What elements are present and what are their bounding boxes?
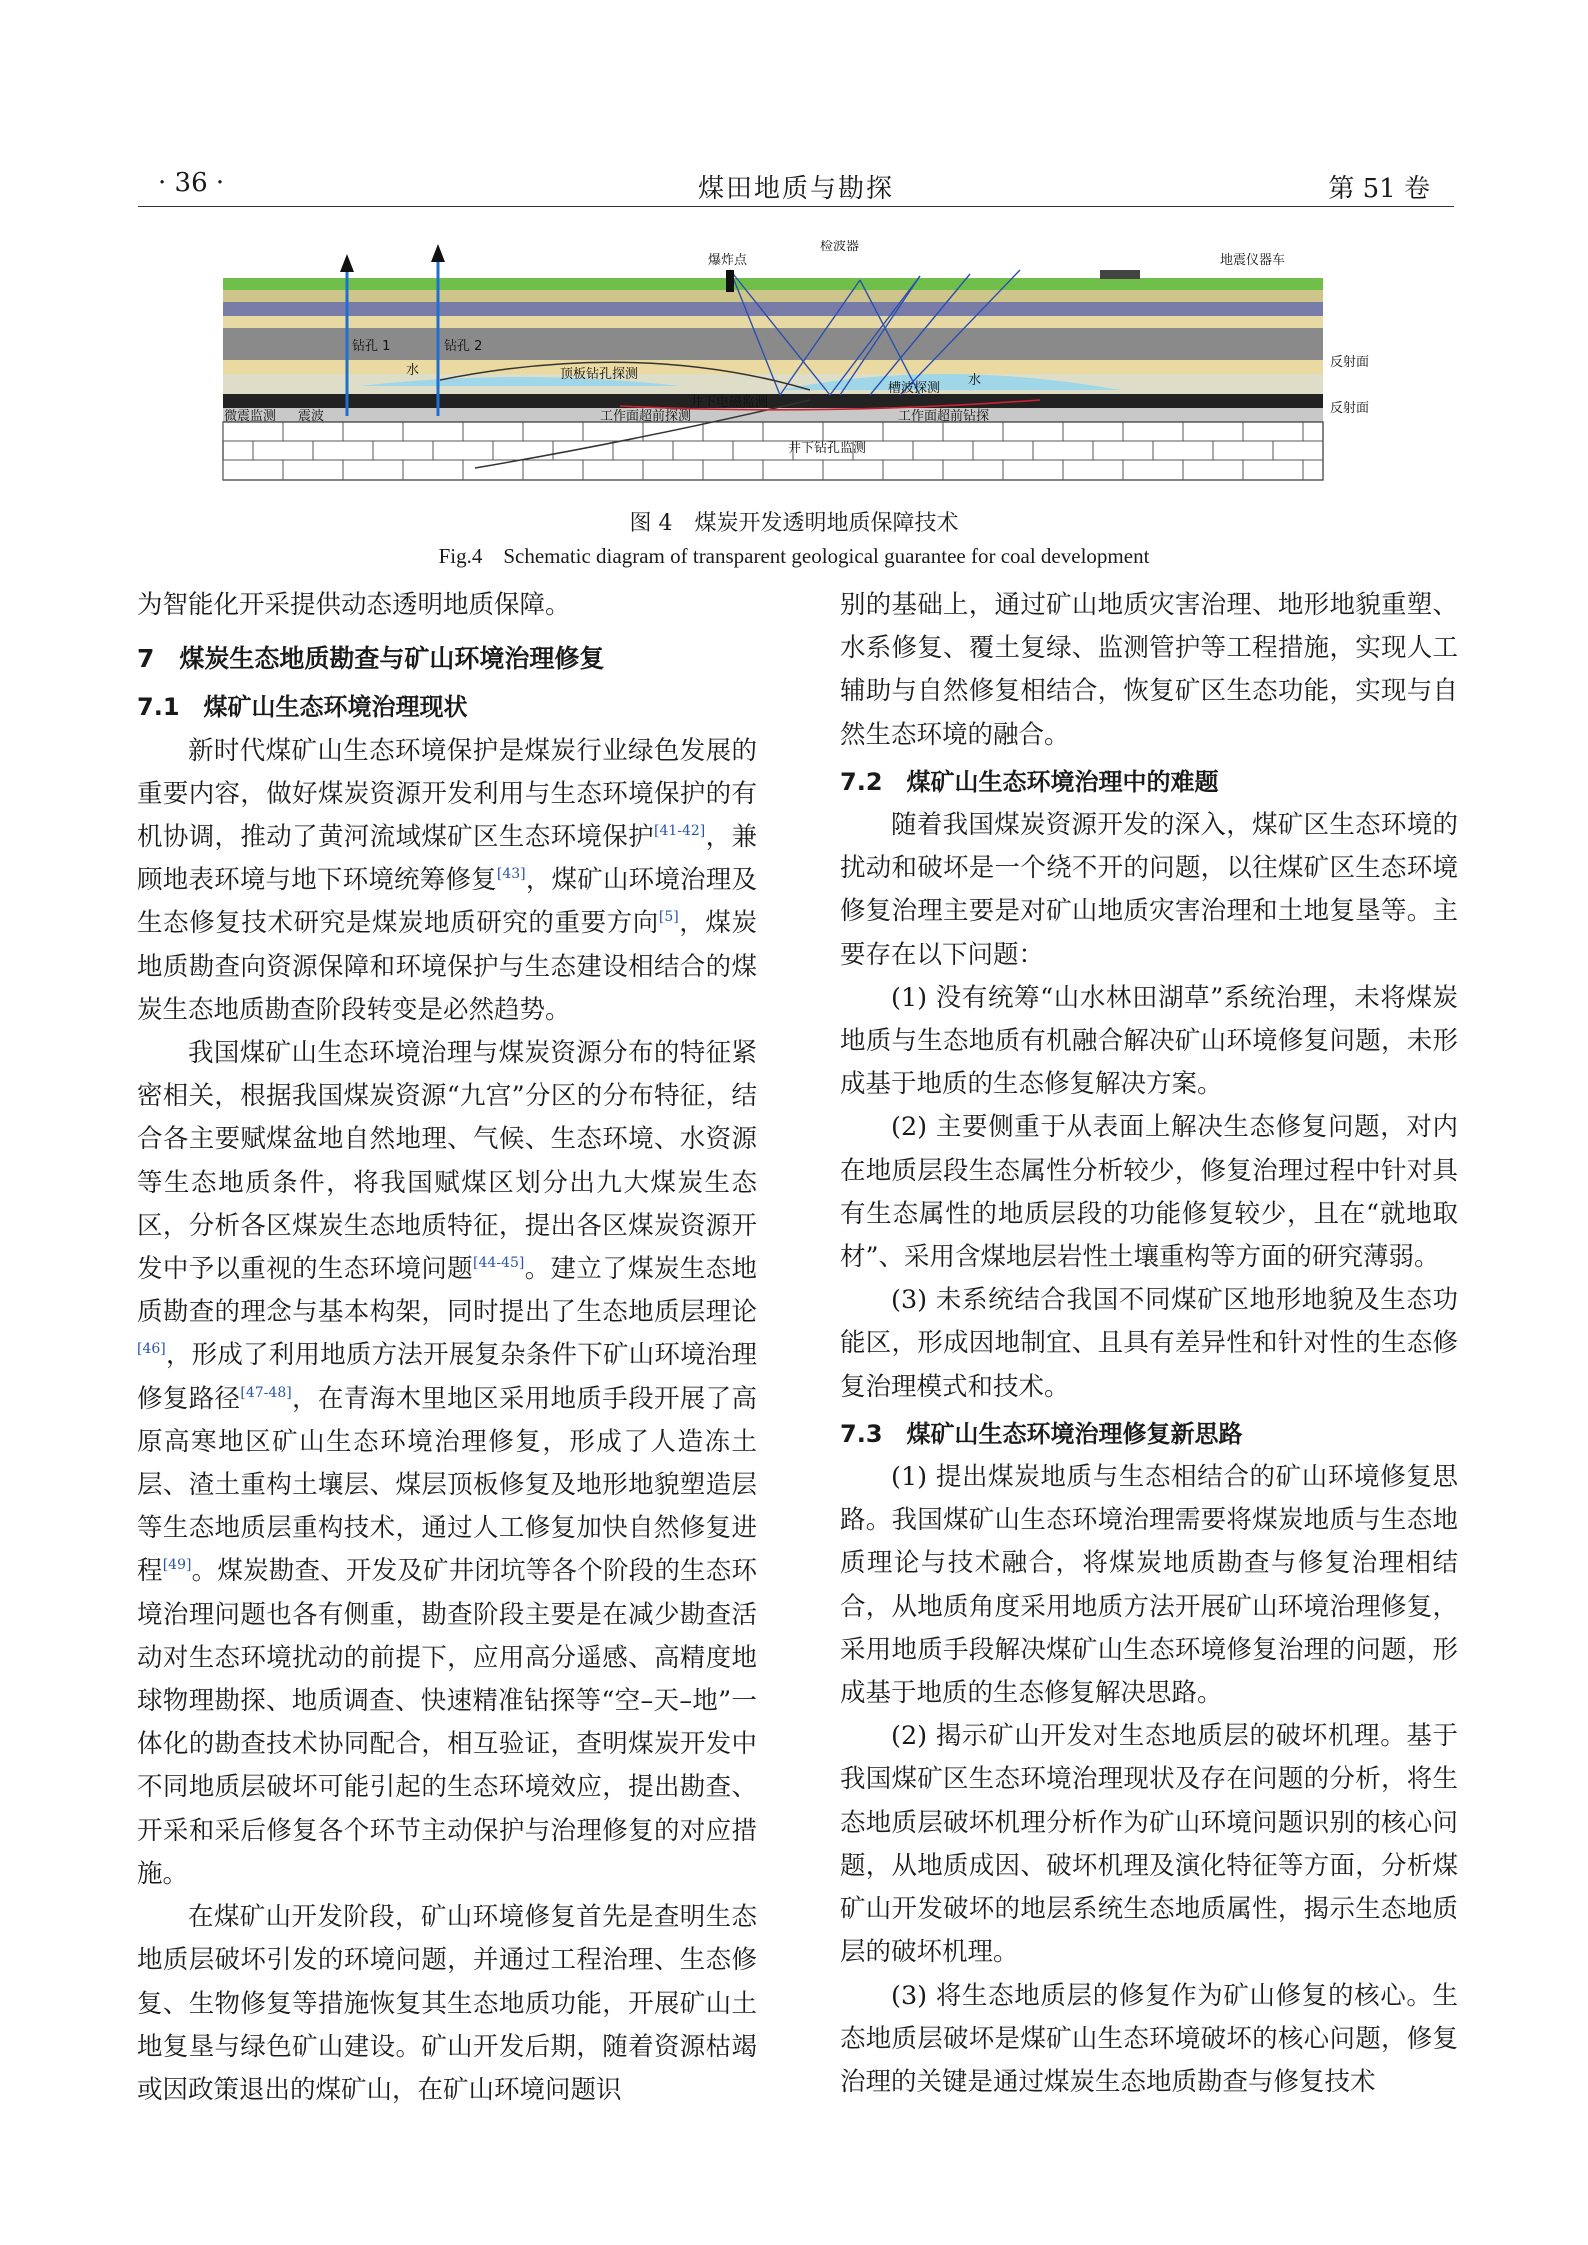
- surface-layer: [223, 278, 1323, 290]
- label-em-monitor: 井下电磁监测: [690, 395, 769, 410]
- subsection-heading-7-3: 7.3 煤矿山生态环境治理修复新思路: [840, 1419, 1243, 1448]
- page-header: [138, 168, 1454, 207]
- list-item: (2) 揭示矿山开发对生态地质层的破坏机理。基于我国煤矿区生态环境治理现状及存在问题的分析，将生态地质层破坏机理分析作为矿山环境问题识别的核心问题，从地质成因、破坏机理及演化特征等方面，分析煤矿山开发破坏的地层系统生态地质属性，揭示生态地质层的破坏机理。: [840, 1721, 1458, 1968]
- subsection-heading-7-1: 7.1 煤矿山生态环境治理现状: [137, 693, 468, 722]
- section-heading-7: 7 煤炭生态地质勘查与矿山环境治理修复: [137, 644, 605, 674]
- label-channel-wave: 槽波探测: [888, 381, 941, 396]
- label-reflect2: 反射面: [1330, 401, 1370, 416]
- citation-link[interactable]: [49]: [162, 1557, 192, 1574]
- page-number: · 36 ·: [158, 168, 225, 198]
- paragraph: 随着我国煤炭资源开发的深入，煤矿区生态环境的扰动和破坏是一个绕不开的问题，以往煤矿区生态环境修复治理主要是对矿山地质灾害治理和土地复垦等。主要存在以下问题：: [840, 810, 1458, 970]
- left-column: [137, 584, 757, 2112]
- citation-link[interactable]: [43]: [496, 866, 526, 883]
- citation-link[interactable]: [5]: [658, 909, 679, 926]
- label-face-advance1: 工作面超前探测: [600, 409, 692, 424]
- label-drill-monitor: 井下钻孔监测: [788, 441, 867, 456]
- figure-caption-cn: 图 4 煤炭开发透明地质保障技术: [629, 511, 959, 536]
- list-item: (1) 没有统筹“山水林田湖草”系统治理，未将煤炭地质与生态地质有机融合解决矿山环境修复问题，未形成基于地质的生态修复解决方案。: [840, 982, 1458, 1100]
- label-reflect1: 反射面: [1330, 355, 1370, 370]
- list-item: (3) 未系统结合我国不同煤矿区地形地貌及生态功能区，形成因地制宜、且具有差异性和针对性的生态修复治理模式和技术。: [840, 1285, 1458, 1402]
- label-roof-drill: 顶板钻孔探测: [560, 367, 639, 382]
- paragraph: 我国煤矿山生态环境治理与煤炭资源分布的特征紧密相关，根据我国煤炭资源“九宫”分区的分布特征，结合各主要赋煤盆地自然地理、气候、生态环境、水资源等生态地质条件，将我国赋煤区划分出九大煤炭生态区，分析各区煤炭生态地质特征，提出各区煤炭资源开发中予以重视的生态环境问题[44-45]。建立了煤炭生态地质勘查的理念与基本构架，同时提出了生态地质层理论[46]，形成了利用地质方法开展复杂条件下矿山环境治理修复路径[47-48]，在青海木里地区采用地质手段开展了高原高寒地区矿山生态环境治理修复，形成了人造冻土层、渣土重构土壤层、煤层顶板修复及地形地貌塑造层等生态地质层重构技术，通过人工修复加快自然修复进程[49]。煤炭勘查、开发及矿井闭坑等各个阶段的生态环境治理问题也各有侧重，勘查阶段主要是在减少勘查活动对生态环境扰动的前提下，应用高分遥感、高精度地球物理勘探、地质调查、快速精准钻探等“空–天–地”一体化的勘查技术协同配合，相互验证，查明煤炭开发中不同地质层破坏可能引起的生态环境效应，提出勘查、开采和采后修复各个环节主动保护与治理修复的对应措施。: [137, 1038, 757, 1889]
- coal-seam: [223, 394, 1323, 408]
- label-micro-seismic: 微震监测: [224, 409, 277, 424]
- citation-link[interactable]: [47-48]: [240, 1384, 292, 1401]
- label-borehole1: 钻孔 1: [352, 339, 391, 354]
- label-water2: 水: [968, 373, 982, 388]
- journal-title: 煤田地质与勘探: [697, 174, 894, 204]
- label-blast-point: 爆炸点: [708, 253, 748, 268]
- citation-link[interactable]: [46]: [137, 1341, 166, 1358]
- list-item: (1) 提出煤炭地质与生态相结合的矿山环境修复思路。我国煤矿山生态环境治理需要将煤炭地质与生态地质理论与技术融合，将煤炭地质勘查与修复治理相结合，从地质角度采用地质方法开展矿山环境治理修复，采用地质手段解决煤矿山生态环境修复治理的问题，形成基于地质的生态修复解决思路。: [840, 1462, 1458, 1709]
- label-face-advance2: 工作面超前钻探: [898, 409, 990, 424]
- geological-figure: [220, 240, 1370, 500]
- list-item: (3) 将生态地质层的修复作为矿山修复的核心。生态地质层破坏是煤矿山生态环境破坏的核心问题，修复治理的关键是通过煤炭生态地质勘查与修复技术: [840, 1980, 1458, 2097]
- label-water1: 水: [406, 363, 420, 378]
- figure-caption-en: Fig.4 Schematic diagram of transparent geological guarantee for coal development: [438, 544, 1150, 568]
- paragraph: 在煤矿山开发阶段，矿山环境修复首先是查明生态地质层破坏引发的环境问题，并通过工程治理、生态修复、生物修复等措施恢复其生态地质功能，开展矿山土地复垦与绿色矿山建设。矿山开发后期，随着资源枯竭或因政策退出的煤矿山，在矿山环境问题识: [137, 1902, 757, 2105]
- label-geophone: 检波器: [820, 240, 860, 254]
- volume-number: 第 51 卷: [1328, 174, 1430, 204]
- label-borehole2: 钻孔 2: [444, 339, 483, 354]
- paragraph: 别的基础上，通过矿山地质灾害治理、地形地貌重塑、水系修复、覆土复绿、监测管护等工程措施，实现人工辅助与自然修复相结合，恢复矿区生态功能，实现与自然生态环境的融合。: [840, 590, 1458, 750]
- citation-link[interactable]: [41-42]: [653, 823, 706, 840]
- paragraph: 为智能化开采提供动态透明地质保障。: [137, 590, 571, 620]
- right-column: [840, 584, 1458, 2104]
- paragraph: 新时代煤矿山生态环境保护是煤炭行业绿色发展的重要内容，做好煤炭资源开发利用与生态环境保护的有机协调，推动了黄河流域煤矿区生态环境保护[41-42]，兼顾地表环境与地下环境统筹修复[43]，煤矿山环境治理及生态修复技术研究是煤炭地质研究的重要方向[5]，煤炭地质勘查向资源保障和环境保护与生态建设相结合的煤炭生态地质勘查阶段转变是必然趋势。: [137, 735, 757, 1025]
- list-item: (2) 主要侧重于从表面上解决生态修复问题，对内在地质层段生态属性分析较少，修复治理过程中针对具有生态属性的地质层段的功能修复较少，且在“就地取材”、采用含煤地层岩性土壤重构等方面的研究薄弱。: [840, 1112, 1458, 1273]
- label-shock-wave: 震波: [298, 409, 325, 424]
- label-seismic-truck: 地震仪器车: [1220, 253, 1286, 268]
- seismic-truck-shape: [1100, 270, 1140, 279]
- subsection-heading-7-2: 7.2 煤矿山生态环境治理中的难题: [840, 767, 1219, 796]
- citation-link[interactable]: [44-45]: [473, 1255, 525, 1272]
